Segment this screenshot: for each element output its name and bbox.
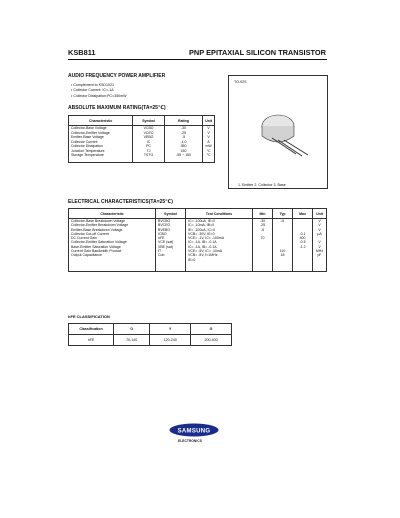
- column-header: Characteristic: [69, 116, 133, 126]
- class-value: 70-140: [114, 335, 150, 346]
- characteristic-cell: Collector-Base Voltage Collector-Emitter Voltage Emitter-Base Voltage Collector Current Collector Dissipation Junction Temperature Storage Temperature: [69, 126, 133, 163]
- column-header: Symbol: [133, 116, 165, 126]
- rating-cell: -30 -25 -5 -1.0 350 150 -55 ~ 150: [164, 126, 202, 163]
- feature-item: • Collector Dissipation:PC=350mW: [71, 93, 127, 98]
- pin-assignment: 1. Emitter 2. Collector 3. Base: [238, 183, 286, 187]
- application-heading: AUDIO FREQUENCY POWER AMPLIFIER: [68, 73, 166, 79]
- min-cell: -30 -25 -5 70: [253, 219, 273, 272]
- column-header: Classification: [69, 324, 114, 335]
- table-row: [69, 219, 327, 272]
- samsung-logo: [169, 423, 219, 437]
- unit-cell: V V V A mW ℃ ℃: [203, 126, 215, 163]
- max-cell: -0.1 400 -0.5 -1.2: [293, 219, 313, 272]
- symbol-cell: VCBO VCEO VEBO IC PC TJ TSTG: [133, 126, 165, 163]
- table-header-row: [69, 116, 215, 126]
- feature-list: [71, 83, 126, 99]
- classification-table: [68, 323, 232, 346]
- class-value: 200-400: [191, 335, 232, 346]
- column-header: Characteristic: [69, 209, 156, 219]
- package-name: TO-92S: [234, 80, 247, 84]
- table-row: [69, 126, 215, 163]
- logo-subtitle: ELECTRONICS: [178, 439, 202, 443]
- feature-item: • Complement to KSD1021: [71, 83, 115, 87]
- feature-item: • Collector Current: IC=-1A: [71, 88, 114, 93]
- unit-cell: V V V μA V V MHz pF: [313, 219, 327, 272]
- classification-heading: hFE CLASSIFICATION: [68, 314, 110, 319]
- logo-text: SAMSUNG: [177, 428, 211, 435]
- characteristic-cell: Collector-Base Breakdown Voltage Collector-Emitter Breakdown Voltage Emitter-Base Breakdown Voltage Collector Cut-off Current DC Current Gain Collector-Emitter Saturation Voltage Base-Emitter Saturation Voltage Current Gain Bandwidth Product Output Capacitance: [69, 219, 156, 272]
- symbol-cell: BVCBO BVCEO BVEBO ICBO hFE VCE (sat) VBE (sat) fT Cob: [156, 219, 186, 272]
- abs-max-table: [68, 115, 215, 163]
- electrical-heading: ELECTRICAL CHARACTERISTICS(TA=25℃): [68, 199, 173, 205]
- part-number: KSB811: [68, 48, 96, 57]
- class-value: 120-240: [150, 335, 191, 346]
- conditions-cell: IC= -100uA, IE=0 IC= -10mA, IB=0 IE= -100uA, IC=0 VCB= -30V, IE=0 VCE= -1V, IC= -100mA IC= -1A, IB= -0.1A IC= -1A, IB= -0.1A VCE= -5V, IC= -10mA VCB= -5V, f=1MHz IE=0: [186, 219, 253, 272]
- table-header-row: [69, 324, 232, 335]
- column-header: Test Conditions: [186, 209, 253, 219]
- transistor-package-icon: [250, 100, 320, 160]
- column-header: Unit: [203, 116, 215, 126]
- typ-cell: -5 110 18: [273, 219, 293, 272]
- table-row: [69, 335, 232, 346]
- column-header: Max: [293, 209, 313, 219]
- column-header: Min: [253, 209, 273, 219]
- electrical-table: [68, 208, 327, 272]
- table-header-row: [69, 209, 327, 219]
- abs-max-heading: ABSOLUTE MAXIMUM RATING(TA=25℃): [68, 105, 166, 111]
- row-label: hFE: [69, 335, 114, 346]
- document-title: PNP EPITAXIAL SILICON TRANSISTOR: [188, 48, 326, 57]
- column-header: O: [114, 324, 150, 335]
- column-header: Typ: [273, 209, 293, 219]
- column-header: Rating: [164, 116, 202, 126]
- column-header: Unit: [313, 209, 327, 219]
- header-rule: [68, 59, 327, 60]
- column-header: Symbol: [156, 209, 186, 219]
- column-header: Y: [150, 324, 191, 335]
- column-header: G: [191, 324, 232, 335]
